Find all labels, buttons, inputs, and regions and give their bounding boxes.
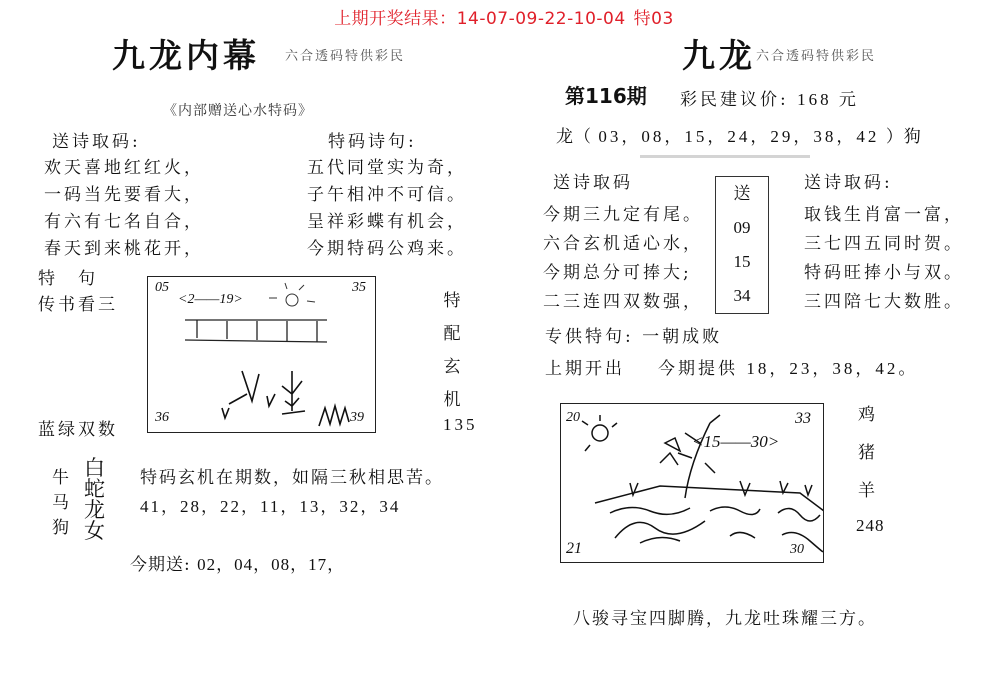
zodiac-char: 羊 xyxy=(858,481,875,501)
right-picture-corner-tr: 33 xyxy=(795,410,811,427)
price-row xyxy=(680,85,859,110)
left-picture-corner-br: 39 xyxy=(350,410,364,425)
send-numbers: 02，04，08，17， xyxy=(197,555,346,574)
banner-special: 特03 xyxy=(633,9,674,29)
zodiac-col-2 xyxy=(84,458,105,542)
left-heading: 《内部赠送心水特码》 xyxy=(163,103,313,119)
send-box-number: 15 xyxy=(733,252,751,271)
banner-numbers: 14-07-09-22-10-04 xyxy=(456,9,626,29)
left-poem-line: 有六有七名自合， xyxy=(44,212,204,232)
range-end: ）狗 xyxy=(885,127,922,147)
right-poem-left-line: 六合玄机适心水， xyxy=(543,234,703,254)
vertical-char: 特 xyxy=(443,291,461,311)
right-poem-left-line: 今期三九定有尾。 xyxy=(543,205,703,225)
left-picture-sketch xyxy=(147,276,375,432)
special-poem-header: 特码诗句: xyxy=(328,132,417,152)
provide-numbers: 18，23，38，42。 xyxy=(746,359,919,378)
color-hint: 蓝绿双数 xyxy=(38,420,118,440)
zodiac-char: 猪 xyxy=(858,443,875,463)
vertical-number: 135 xyxy=(443,415,478,434)
right-poem-left-line: 二三连四双数强， xyxy=(543,292,703,312)
right-zodiac-number: 248 xyxy=(856,516,885,535)
left-subtitle: 六合透码特供彩民 xyxy=(285,49,406,64)
special-poem-line: 今期特码公鸡来。 xyxy=(307,239,467,259)
left-picture-corner-tl: 05 xyxy=(155,280,169,295)
left-picture-range: <2——19> xyxy=(178,292,243,307)
zodiac-char: 白 xyxy=(84,456,105,480)
send-row xyxy=(130,550,345,575)
zodiac-char: 龙 xyxy=(84,498,105,522)
zodiac-char: 马 xyxy=(52,493,69,513)
right-poem-right-line: 三七四五同时贺。 xyxy=(804,234,964,254)
zodiac-char: 狗 xyxy=(52,518,69,538)
left-poem-header: 送诗取码: xyxy=(52,132,141,152)
special-poem-line: 呈祥彩蝶有机会， xyxy=(307,212,467,232)
riddle: 特码玄机在期数，如隔三秋相思苦。 xyxy=(140,468,444,488)
vertical-char: 玄 xyxy=(443,357,461,377)
right-poem-right-line: 特码旺捧小与双。 xyxy=(804,263,964,283)
right-picture-corner-br: 30 xyxy=(790,542,804,557)
provide-row xyxy=(658,354,918,379)
zodiac-char: 牛 xyxy=(52,468,69,488)
left-poem-line: 春天到来桃花开， xyxy=(44,239,204,259)
banner-label: 上期开奖结果： xyxy=(334,9,457,29)
right-poem-left-header: 送诗取码 xyxy=(553,173,633,193)
right-picture-sketch xyxy=(560,403,823,562)
issue-number: 第116期 xyxy=(565,84,647,108)
left-poem-line: 欢天喜地红红火， xyxy=(44,158,204,178)
right-special-phrase xyxy=(545,322,722,347)
vertical-char: 配 xyxy=(443,324,461,344)
right-picture-corner-bl: 21 xyxy=(566,540,582,557)
left-picture-corner-tr: 35 xyxy=(352,280,366,295)
last-result-banner xyxy=(0,4,1000,29)
send-box-label: 送 xyxy=(733,184,751,204)
range-line xyxy=(556,122,922,147)
right-poem-right-header: 送诗取码: xyxy=(804,173,893,193)
right-poem-left-line: 今期总分可捧大; xyxy=(543,263,692,283)
range-start: 龙（ xyxy=(556,127,592,147)
vertical-label xyxy=(440,285,464,417)
special-phrase-label: 特 句 xyxy=(38,269,98,289)
faint-divider xyxy=(640,155,810,158)
right-poem-right-line: 三四陪七大数胜。 xyxy=(804,292,964,312)
special-poem-line: 子午相冲不可信。 xyxy=(307,185,467,205)
left-poem-line: 一码当先要看大， xyxy=(44,185,204,205)
send-box-number: 09 xyxy=(733,218,751,237)
right-picture-corner-tl: 20 xyxy=(566,410,580,425)
left-title: 九龙内幕 xyxy=(112,36,260,75)
right-subtitle: 六合透码特供彩民 xyxy=(756,49,877,64)
left-picture-corner-bl: 36 xyxy=(155,410,169,425)
provide-label: 今期提供 xyxy=(658,359,738,379)
send-label: 今期送: xyxy=(130,555,191,575)
special-phrase-value: 传书看三 xyxy=(38,295,118,315)
send-box-number: 34 xyxy=(733,286,751,305)
footer-poem: 八骏寻宝四脚腾，九龙吐珠耀三方。 xyxy=(573,609,877,629)
vertical-char: 机 xyxy=(443,390,461,410)
right-special-label: 专供特句: xyxy=(545,327,634,347)
zodiac-char: 鸡 xyxy=(858,405,875,425)
special-poem-line: 五代同堂实为奇， xyxy=(307,158,467,178)
riddle-numbers: 41，28，22，11，13，32，34 xyxy=(140,497,401,516)
range-numbers: 03，08，15，24，29，38，42 xyxy=(598,127,880,146)
price-value: 168 元 xyxy=(797,90,859,109)
right-zodiac-vertical xyxy=(858,396,875,510)
right-poem-right-line: 取钱生肖富一富， xyxy=(804,205,964,225)
zodiac-char: 女 xyxy=(84,519,105,543)
right-title: 九龙 xyxy=(682,36,756,75)
zodiac-char: 蛇 xyxy=(84,477,105,501)
last-label: 上期开出 xyxy=(545,359,625,379)
send-box xyxy=(715,176,769,314)
right-special-value: 一朝成败 xyxy=(642,327,723,347)
zodiac-col-1 xyxy=(52,466,69,541)
right-picture-range: <15——30> xyxy=(692,432,780,451)
price-label: 彩民建议价: xyxy=(680,90,789,110)
